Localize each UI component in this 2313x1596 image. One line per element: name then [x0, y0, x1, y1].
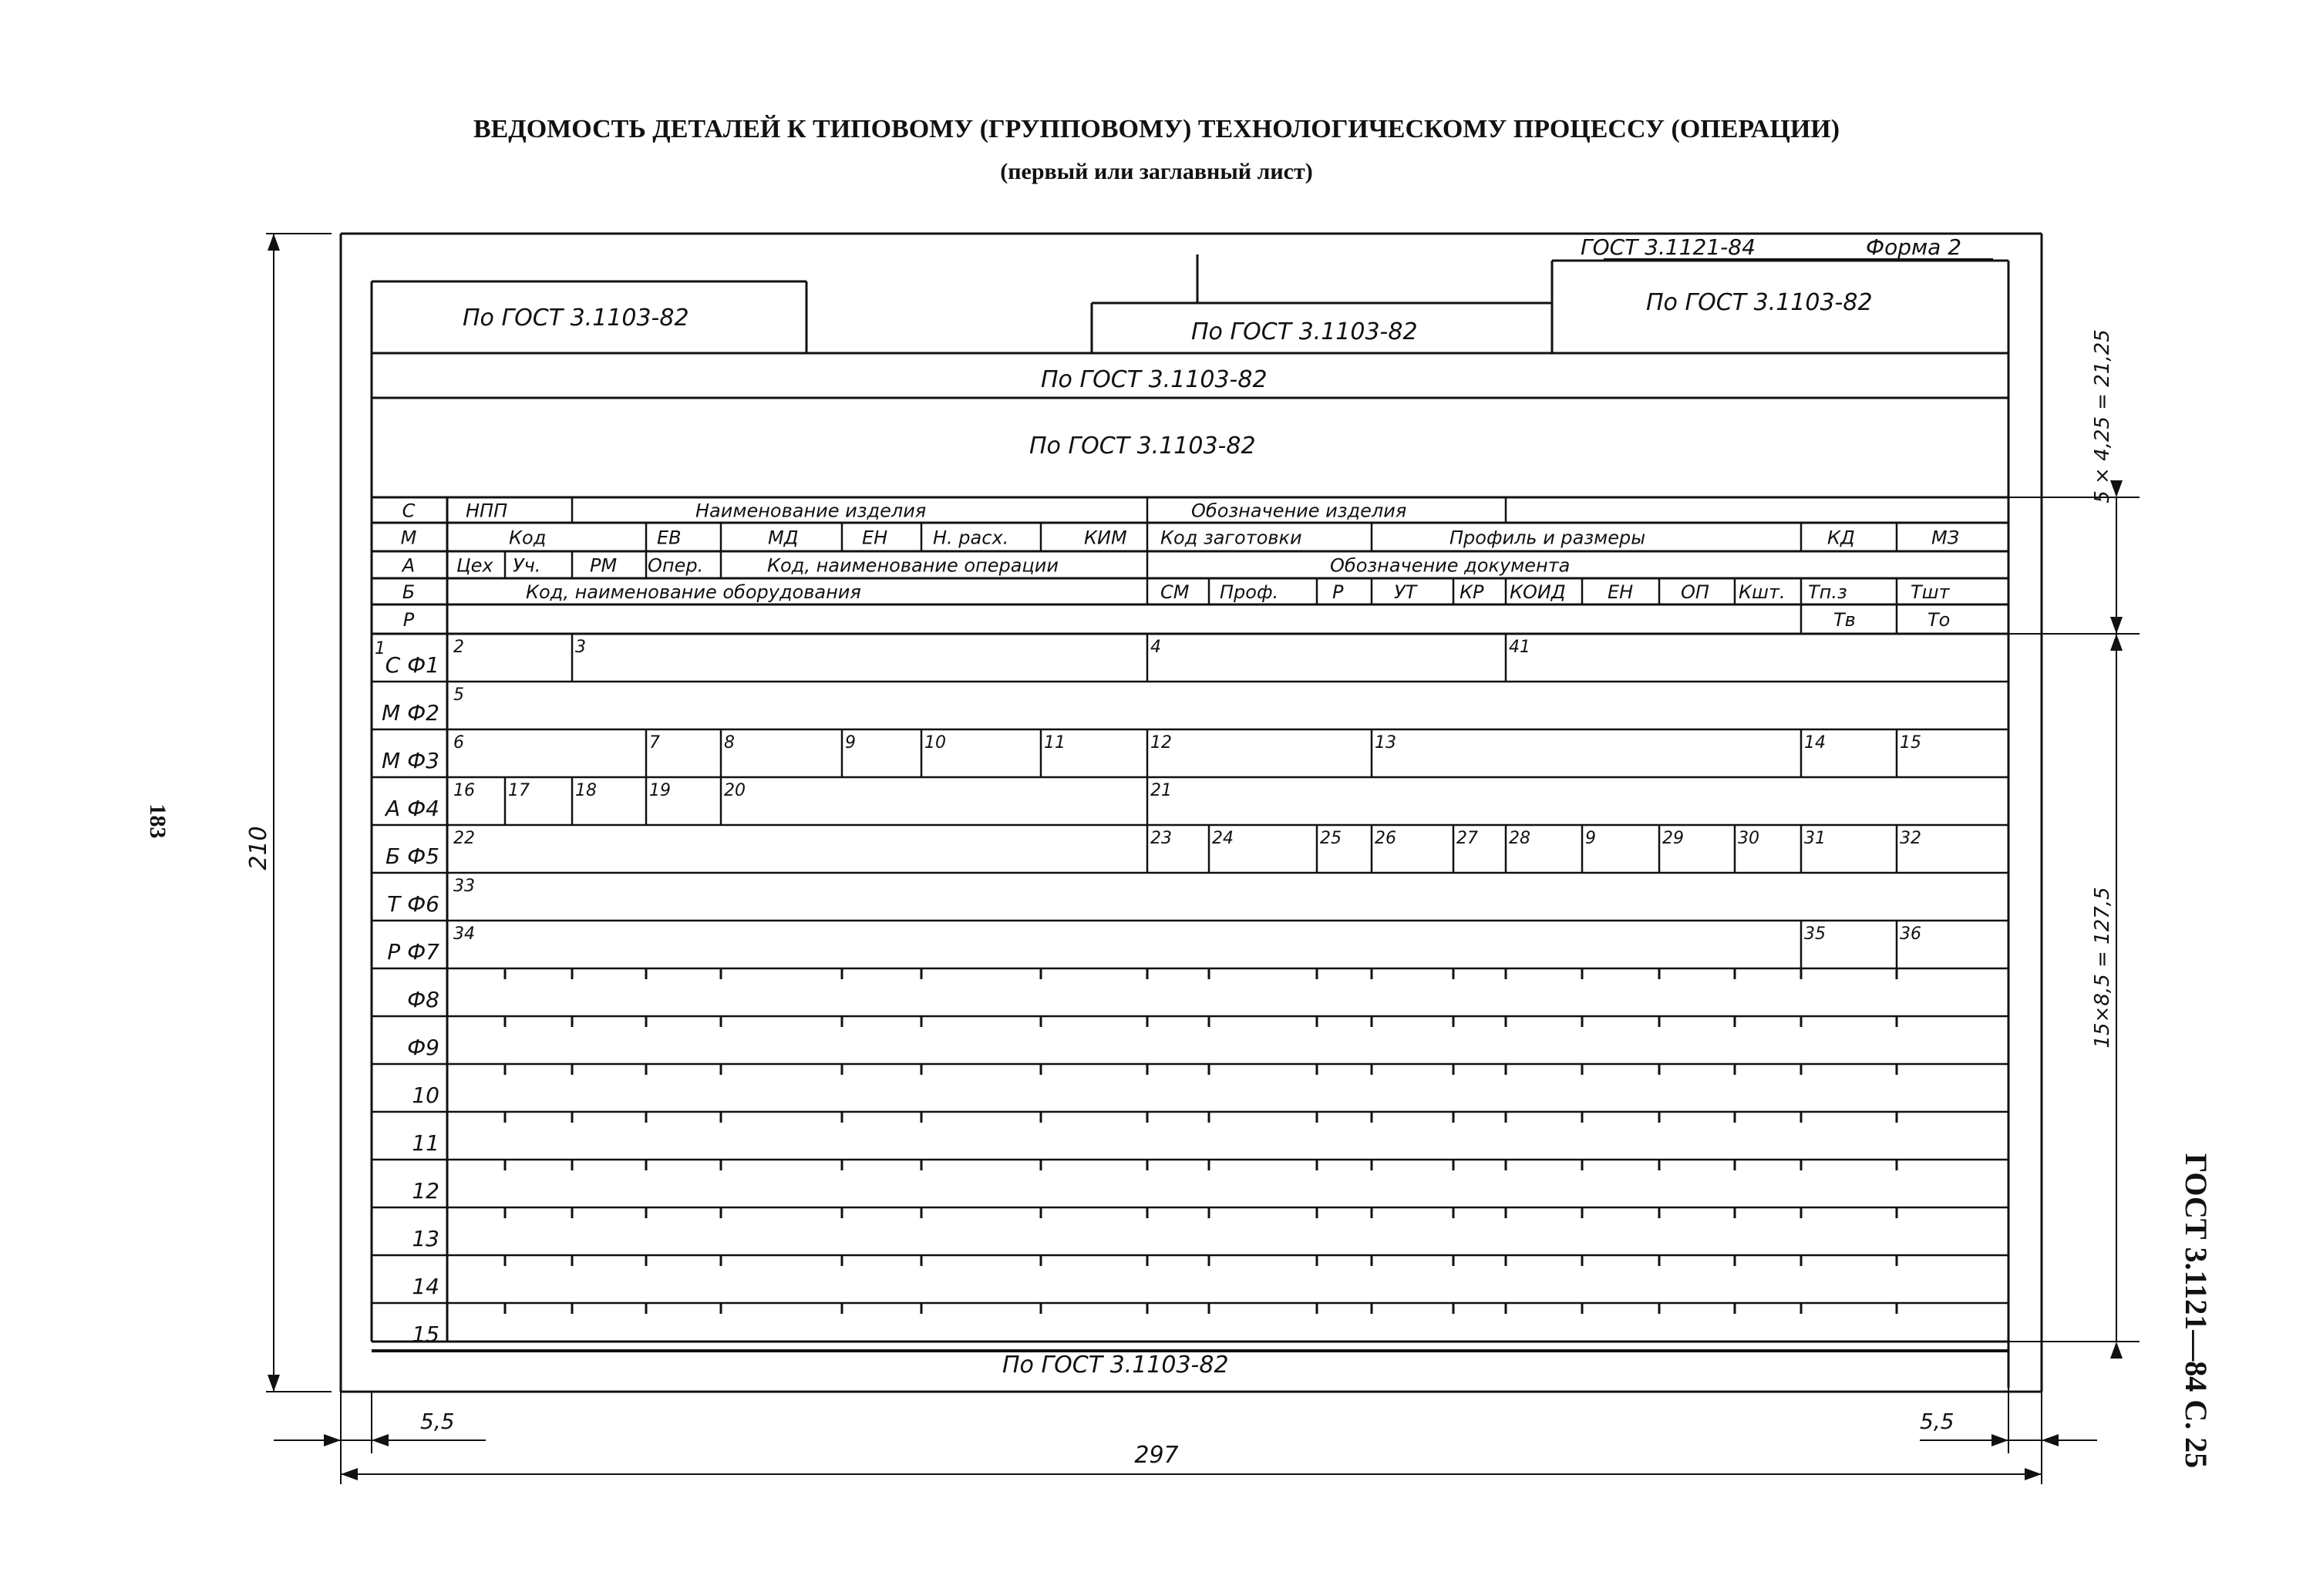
cell-number: 41	[1509, 638, 1530, 657]
hdr-b-8: ОП	[1681, 581, 1709, 603]
cell-number: 19	[649, 781, 671, 800]
cell-number: 9	[1585, 829, 1596, 848]
cell-number: 29	[1662, 829, 1684, 848]
cell-number: 26	[1375, 829, 1396, 848]
dim-top-block-label: 5 × 4,25 = 21,25	[2091, 329, 2114, 503]
dimension-arrow-right	[324, 1434, 341, 1446]
row-label-5: Б Ф5	[385, 843, 439, 869]
row-label-13: 13	[412, 1226, 439, 1251]
dimension-arrow-left	[341, 1468, 358, 1480]
cell-number: 3	[575, 638, 586, 657]
stamp-ref-center: По ГОСТ 3.1103-82	[1191, 318, 1418, 345]
cell-number: 11	[1044, 733, 1066, 753]
cell-number: 27	[1456, 829, 1478, 848]
cell-number: 9	[845, 733, 856, 753]
row-label-10: 10	[412, 1083, 439, 1108]
hdr-to: То	[1928, 609, 1951, 631]
cell-number: 22	[453, 829, 475, 848]
cell-number: 31	[1804, 829, 1826, 848]
hdr-naim-izdeliya: Наименование изделия	[695, 500, 927, 522]
dim-margin-left-label: 5,5	[420, 1409, 455, 1434]
hdr-m-9: МЗ	[1931, 527, 1960, 549]
hdr-a-3: Опер.	[648, 554, 704, 577]
cell-number: 14	[1804, 733, 1826, 753]
stamp-ref-right: По ГОСТ 3.1103-82	[1646, 289, 1873, 316]
footer-ref: По ГОСТ 3.1103-82	[1002, 1352, 1229, 1379]
dim-margin-right-label: 5,5	[1920, 1409, 1954, 1434]
cell-number: 20	[724, 781, 746, 800]
header-code-4: Р	[402, 609, 415, 631]
cell-number: 36	[1900, 924, 1921, 944]
dimension-arrow-right	[2025, 1468, 2042, 1480]
header-code-1: М	[400, 527, 417, 549]
hdr-a-4: Код, наименование операции	[767, 554, 1059, 577]
hdr-m-3: ЕН	[862, 527, 888, 549]
band-ref-2: По ГОСТ 3.1103-82	[1029, 433, 1256, 460]
row-lead-number: 1	[375, 639, 386, 658]
cell-number: 34	[453, 924, 475, 944]
hdr-b-10: Тп.з	[1808, 581, 1847, 603]
cell-number: 25	[1320, 829, 1342, 848]
hdr-b-11: Тшт	[1911, 581, 1950, 603]
form-label: Форма 2	[1866, 234, 1962, 260]
cell-number: 23	[1150, 829, 1172, 848]
page-number: 183	[145, 803, 170, 839]
form-standard: ГОСТ 3.1121-84	[1581, 234, 1756, 260]
row-label-8: Ф8	[407, 987, 439, 1012]
hdr-b-7: ЕН	[1608, 581, 1634, 603]
dimension-arrow-up	[2110, 634, 2123, 651]
row-label-15: 15	[412, 1322, 439, 1347]
cell-number: 24	[1212, 829, 1234, 848]
row-label-7: Р Ф7	[387, 939, 439, 965]
hdr-m-0: Код	[509, 527, 547, 549]
hdr-m-5: КИМ	[1084, 527, 1127, 549]
hdr-m-2: МД	[768, 527, 799, 549]
cell-number: 32	[1900, 829, 1921, 848]
hdr-m-1: ЕВ	[657, 527, 682, 549]
hdr-b-4: УТ	[1394, 581, 1417, 603]
row-label-1: С Ф1	[385, 652, 439, 678]
cell-number: 8	[724, 733, 735, 753]
hdr-b-5: КР	[1460, 581, 1484, 603]
row-label-6: Т Ф6	[387, 891, 439, 917]
running-header: ГОСТ 3.1121—84 С. 25	[2179, 1153, 2214, 1469]
dimension-arrow-down	[2110, 617, 2123, 634]
cell-number: 2	[453, 638, 464, 657]
cell-number: 13	[1375, 733, 1396, 753]
hdr-m-6: Код заготовки	[1160, 527, 1302, 549]
stamp-ref-left: По ГОСТ 3.1103-82	[463, 305, 689, 332]
cell-number: 30	[1738, 829, 1759, 848]
row-label-3: М Ф3	[382, 748, 439, 773]
hdr-m-4: Н. расх.	[933, 527, 1009, 549]
cell-number: 35	[1804, 924, 1826, 944]
hdr-b-9: Кшт.	[1739, 581, 1786, 603]
hdr-m-8: КД	[1827, 527, 1855, 549]
dimension-arrow-left	[372, 1434, 389, 1446]
row-label-11: 11	[412, 1130, 439, 1156]
band-ref-1: По ГОСТ 3.1103-82	[1041, 366, 1268, 393]
hdr-npp: НПП	[466, 500, 508, 522]
page-title: ВЕДОМОСТЬ ДЕТАЛЕЙ К ТИПОВОМУ (ГРУППОВОМУ) ТЕХНОЛОГИЧЕСКОМУ ПРОЦЕССУ (ОПЕРАЦИИ)	[473, 115, 1840, 143]
header-code-2: А	[402, 554, 416, 577]
cell-number: 5	[453, 685, 464, 705]
hdr-a-0: Цех	[456, 554, 493, 577]
cell-number: 10	[924, 733, 946, 753]
cell-number: 12	[1150, 733, 1172, 753]
dim-height-label: 210	[245, 826, 272, 870]
dimension-arrow-right	[1991, 1434, 2008, 1446]
cell-number: 16	[453, 781, 475, 800]
hdr-m-7: Профиль и размеры	[1449, 527, 1646, 549]
row-label-4: А Ф4	[386, 796, 439, 821]
dimension-arrow-down	[268, 1375, 280, 1392]
cell-number: 6	[453, 733, 464, 753]
cell-number: 21	[1150, 781, 1172, 800]
row-label-2: М Ф2	[382, 700, 439, 726]
hdr-a-1: Уч.	[513, 554, 541, 577]
hdr-b-2: Проф.	[1220, 581, 1279, 603]
cell-number: 28	[1509, 829, 1530, 848]
cell-number: 4	[1150, 638, 1161, 657]
row-label-9: Ф9	[407, 1035, 439, 1060]
dimension-arrow-left	[2042, 1434, 2059, 1446]
cell-number: 15	[1900, 733, 1921, 753]
dim-width-label: 297	[1134, 1442, 1179, 1469]
row-label-14: 14	[412, 1274, 439, 1299]
hdr-b-1: СМ	[1160, 581, 1190, 603]
cell-number: 7	[649, 733, 660, 753]
cell-number: 18	[575, 781, 597, 800]
hdr-tv: Тв	[1833, 609, 1856, 631]
hdr-a-5: Обозначение документа	[1330, 554, 1571, 577]
dim-body-block-label: 15×8,5 = 127,5	[2091, 887, 2114, 1049]
header-code-3: Б	[402, 581, 416, 603]
hdr-a-2: РМ	[590, 554, 618, 577]
header-code-0: С	[402, 500, 416, 522]
hdr-b-0: Код, наименование оборудования	[526, 581, 861, 603]
hdr-oboznach-izdeliya: Обозначение изделия	[1191, 500, 1407, 522]
hdr-b-3: Р	[1332, 581, 1344, 603]
page-subtitle: (первый или заглавный лист)	[1000, 159, 1313, 184]
hdr-b-6: КОИД	[1510, 581, 1566, 603]
dimension-arrow-up	[2110, 1342, 2123, 1359]
cell-number: 17	[508, 781, 530, 800]
cell-number: 33	[453, 877, 475, 896]
row-label-12: 12	[412, 1178, 439, 1204]
dimension-arrow-up	[268, 234, 280, 251]
